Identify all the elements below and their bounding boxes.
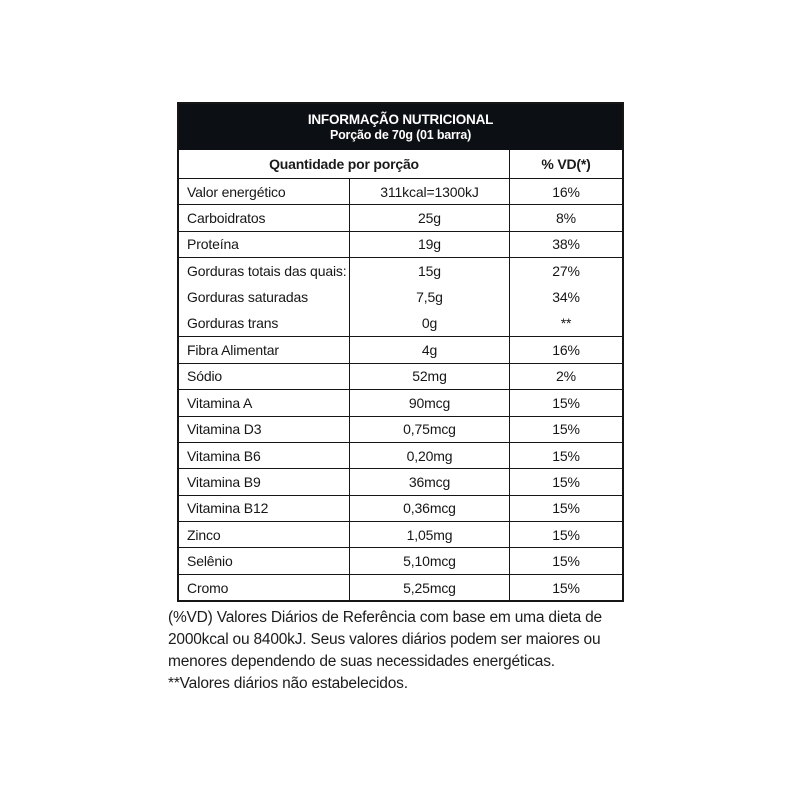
footnote <box>168 607 608 695</box>
nutrient-dv: 15% <box>509 443 622 468</box>
table-row <box>179 574 622 600</box>
table-row <box>179 336 622 362</box>
nutrient-amount: 7,5g <box>349 284 509 310</box>
table-row <box>179 178 622 204</box>
nutrient-name: Vitamina B12 <box>187 500 269 517</box>
nutrient-name: Selênio <box>187 553 233 570</box>
nutrient-name: Vitamina D3 <box>187 421 262 438</box>
table-row <box>179 416 622 442</box>
serving-size: Porção de 70g (01 barra) <box>329 128 472 142</box>
nutrient-name: Cromo <box>187 579 229 596</box>
nutrient-amount: 0,75mcg <box>349 417 509 442</box>
nutrient-amount: 5,10mcg <box>349 548 509 573</box>
footnote-line: (%VD) Valores Diários de Referência com base em uma dieta de <box>168 609 602 626</box>
nutrient-dv: 16% <box>509 179 622 204</box>
nutrient-amount: 0,36mcg <box>349 496 509 521</box>
nutrient-name: Vitamina B6 <box>187 447 261 464</box>
nutrient-amount: 25g <box>349 205 509 230</box>
nutrient-name: Fibra Alimentar <box>187 342 279 359</box>
nutrient-name: Vitamina A <box>187 394 253 411</box>
nutrient-name: Sódio <box>187 368 223 385</box>
nutrient-amount: 19g <box>349 232 509 257</box>
nutrient-dv: 15% <box>509 417 622 442</box>
column-header-daily-value: % VD(*) <box>509 150 622 178</box>
table-row <box>179 442 622 468</box>
nutrient-amount: 1,05mg <box>349 522 509 547</box>
nutrient-dv: 15% <box>509 522 622 547</box>
footnote-line: 2000kcal ou 8400kJ. Seus valores diários podem ser maiores ou <box>168 631 601 648</box>
table-row <box>179 468 622 494</box>
nutrient-dv: 15% <box>509 496 622 521</box>
nutrient-dv: 27% <box>509 258 622 283</box>
nutrient-name: Vitamina B9 <box>187 473 261 490</box>
nutrient-amount: 52mg <box>349 364 509 389</box>
nutrient-amount: 5,25mcg <box>349 575 509 600</box>
nutrient-dv: 15% <box>509 575 622 600</box>
nutrient-name: Valor energético <box>187 183 286 200</box>
nutrient-amount: 311kcal=1300kJ <box>349 179 509 204</box>
nutrient-name: Gorduras totais das quais: <box>187 262 347 279</box>
table-row <box>179 284 622 310</box>
nutrient-name: Carboidratos <box>187 210 266 227</box>
nutrient-dv: 34% <box>509 284 622 310</box>
table-row <box>179 204 622 230</box>
nutrient-amount: 0,20mg <box>349 443 509 468</box>
table-row <box>179 363 622 389</box>
table-row <box>179 389 622 415</box>
nutrient-dv: 15% <box>509 390 622 415</box>
nutrient-dv: 15% <box>509 469 622 494</box>
column-header-row <box>179 150 622 178</box>
nutrient-name: Gorduras trans <box>187 315 279 332</box>
nutrient-amount: 0g <box>349 310 509 336</box>
nutrient-dv: 15% <box>509 548 622 573</box>
nutrient-name: Proteína <box>187 236 239 253</box>
table-title: INFORMAÇÃO NUTRICIONAL <box>307 112 494 127</box>
nutrient-dv: 8% <box>509 205 622 230</box>
nutrient-amount: 36mcg <box>349 469 509 494</box>
table-row <box>179 310 622 336</box>
column-header-quantity: Quantidade por porção <box>269 156 419 172</box>
nutrient-name: Zinco <box>187 526 221 543</box>
nutrient-dv: ** <box>509 310 622 336</box>
nutrient-dv: 38% <box>509 232 622 257</box>
nutrient-amount: 15g <box>349 258 509 283</box>
nutrient-amount: 4g <box>349 337 509 362</box>
table-row <box>179 257 622 283</box>
nutrient-name: Gorduras saturadas <box>187 288 309 305</box>
table-row <box>179 495 622 521</box>
table-row <box>179 231 622 257</box>
table-row <box>179 547 622 573</box>
footnote-line: **Valores diários não estabelecidos. <box>168 675 408 692</box>
nutrient-dv: 2% <box>509 364 622 389</box>
nutrient-dv: 16% <box>509 337 622 362</box>
table-title-header <box>179 104 622 150</box>
table-row <box>179 521 622 547</box>
nutrient-amount: 90mcg <box>349 390 509 415</box>
nutrition-facts-table <box>177 102 624 602</box>
footnote-line: menores dependendo de suas necessidades energéticas. <box>168 653 555 670</box>
